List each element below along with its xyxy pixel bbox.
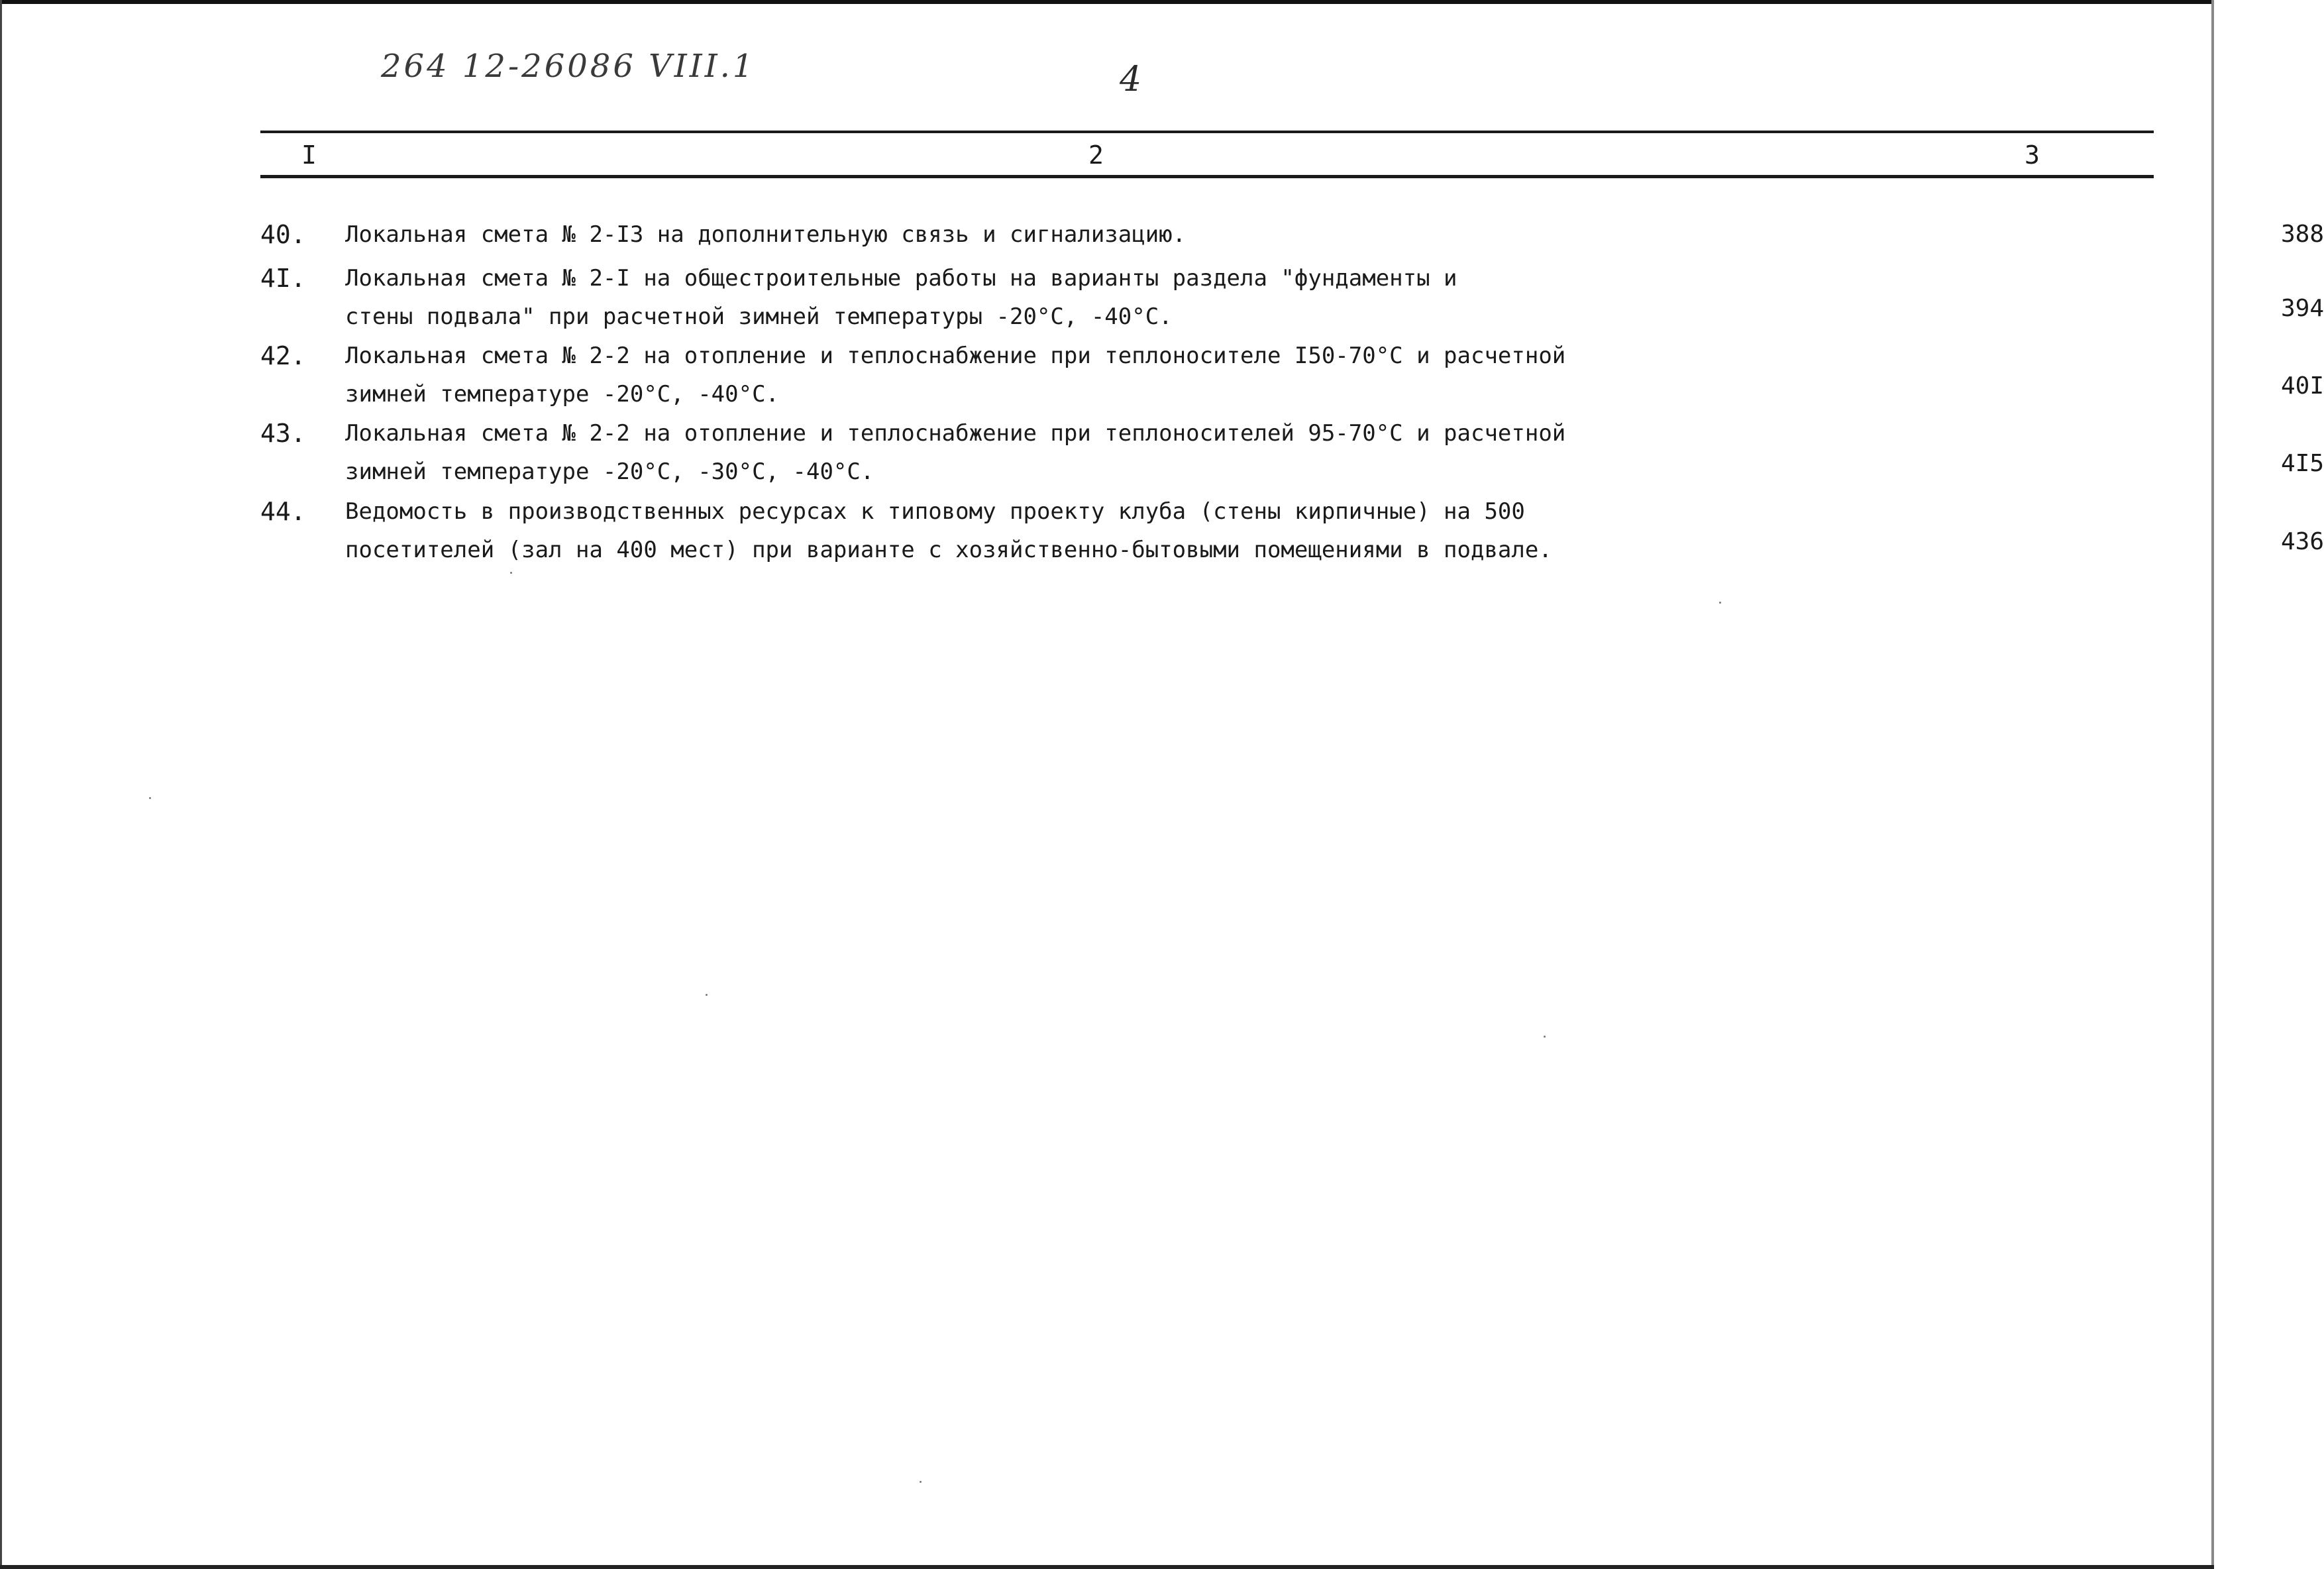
entry-description: [345, 337, 1565, 413]
scan-speck: [920, 1481, 922, 1483]
entry-line: зимней температуре -20°С, -30°С, -40°С.: [345, 459, 874, 485]
entry-line: Локальная смета № 2-2 на отопление и теплоснабжение при теплоносителе I50-70°С и расчетной: [345, 343, 1566, 369]
entry-number: 43.: [260, 419, 306, 448]
entry-line: Ведомость в производственных ресурсах к типовому проекту клуба (стены кирпичные) на 500: [345, 498, 1525, 525]
table-header-rule: [260, 175, 2154, 178]
entry-page-number: 40I: [2281, 372, 2324, 400]
scan-speck: [1544, 1036, 1546, 1038]
entry-number: 4I.: [260, 264, 306, 293]
entry-line: Локальная смета № 2-I на общестроительные работы на варианты раздела "фундаменты и: [345, 265, 1457, 292]
entry-number: 42.: [260, 341, 306, 370]
entry-description: [345, 215, 1186, 254]
column-header-title: 2: [1088, 140, 1104, 170]
scan-edge-left: [0, 0, 2, 1569]
entry-page-number: 394: [2281, 295, 2324, 322]
scan-speck: [1719, 602, 1721, 604]
column-header-number: I: [301, 140, 317, 170]
entry-description: [345, 414, 1565, 491]
scan-speck: [706, 994, 708, 996]
table-top-rule: [260, 131, 2154, 133]
page-number: 4: [1120, 60, 1142, 99]
entry-number: 40.: [260, 220, 306, 249]
entry-line: Локальная смета № 2-I3 на дополнительную связь и сигнализацию.: [345, 221, 1187, 248]
entry-description: [345, 492, 1552, 569]
entry-line: зимней температуре -20°С, -40°С.: [345, 381, 780, 407]
scan-speck: [510, 572, 512, 574]
entry-line: Локальная смета № 2-2 на отопление и теплоснабжение при теплоносителей 95-70°С и расчетной: [345, 420, 1566, 447]
scan-edge-bottom: [0, 1565, 2214, 1569]
entry-description: [345, 259, 1457, 336]
handwritten-document-code: 264 12-26086 VIII.1: [381, 48, 756, 85]
entry-page-number: 4I5: [2281, 450, 2324, 477]
entry-line: стены подвала" при расчетной зимней температуры -20°С, -40°С.: [345, 303, 1173, 330]
entry-number: 44.: [260, 497, 306, 526]
scan-edge-top: [0, 0, 2214, 4]
entry-page-number: 436: [2281, 528, 2324, 555]
scan-speck: [149, 797, 151, 799]
entry-line: посетителей (зал на 400 мест) при варианте с хозяйственно-бытовыми помещениями в подвале.: [345, 537, 1552, 563]
column-header-page: 3: [2025, 140, 2040, 170]
entry-page-number: 388: [2281, 221, 2324, 248]
scan-edge-right: [2211, 0, 2214, 1569]
